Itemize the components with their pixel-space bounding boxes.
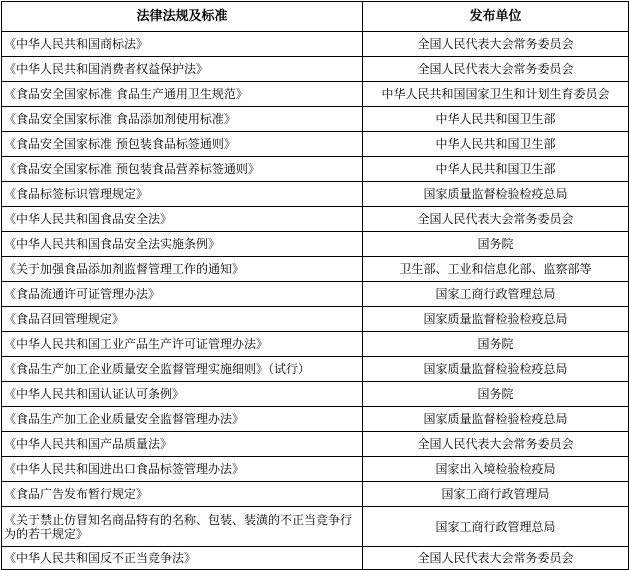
law-cell: 《中华人民共和国食品安全法实施条例》 — [2, 232, 363, 257]
issuer-cell: 全国人民代表大会常务委员会 — [363, 207, 629, 232]
law-cell: 《食品安全国家标准 食品添加剂使用标准》 — [2, 107, 363, 132]
table-row — [2, 57, 629, 82]
table-row — [2, 207, 629, 232]
table-row — [2, 382, 629, 407]
table-row — [2, 432, 629, 457]
table-row — [2, 332, 629, 357]
table-row — [2, 507, 629, 547]
table-row — [2, 482, 629, 507]
table-row — [2, 457, 629, 482]
issuer-cell: 中华人民共和国卫生部 — [363, 132, 629, 157]
issuer-cell: 国家工商行政管理总局 — [363, 507, 629, 547]
table-row — [2, 257, 629, 282]
table-row — [2, 182, 629, 207]
law-cell: 《食品生产加工企业质量安全监督管理办法》 — [2, 407, 363, 432]
issuer-cell: 全国人民代表大会常务委员会 — [363, 432, 629, 457]
issuer-cell: 国家质量监督检验检疫总局 — [363, 307, 629, 332]
table-row — [2, 82, 629, 107]
issuer-cell: 国家质量监督检验检疫总局 — [363, 357, 629, 382]
law-cell: 《中华人民共和国工业产品生产许可证管理办法》 — [2, 332, 363, 357]
issuer-cell: 卫生部、工业和信息化部、监察部等 — [363, 257, 629, 282]
law-cell: 《食品生产加工企业质量安全监督管理实施细则》（试行） — [2, 357, 363, 382]
table-row — [2, 232, 629, 257]
table-row — [2, 547, 629, 570]
law-cell: 《中华人民共和国产品质量法》 — [2, 432, 363, 457]
issuer-cell: 国家工商行政管理局 — [363, 482, 629, 507]
regulations-table — [1, 1, 629, 570]
issuer-cell: 中华人民共和国卫生部 — [363, 107, 629, 132]
issuer-cell: 国家质量监督检验检疫总局 — [363, 407, 629, 432]
issuer-cell: 全国人民代表大会常务委员会 — [363, 32, 629, 57]
issuer-cell: 全国人民代表大会常务委员会 — [363, 57, 629, 82]
table-row — [2, 307, 629, 332]
issuer-cell: 全国人民代表大会常务委员会 — [363, 547, 629, 570]
table-row — [2, 157, 629, 182]
table-row — [2, 407, 629, 432]
law-cell: 《关于禁止仿冒知名商品特有的名称、包装、装潢的不正当竞争行为的若干规定》 — [2, 507, 363, 547]
law-cell: 《中华人民共和国反不正当竞争法》 — [2, 547, 363, 570]
law-cell: 《食品标签标识管理规定》 — [2, 182, 363, 207]
law-cell: 《中华人民共和国进出口食品标签管理办法》 — [2, 457, 363, 482]
law-cell: 《食品安全国家标准 预包装食品标签通则》 — [2, 132, 363, 157]
law-cell: 《食品广告发布暂行规定》 — [2, 482, 363, 507]
law-cell: 《食品流通许可证管理办法》 — [2, 282, 363, 307]
law-cell: 《中华人民共和国食品安全法》 — [2, 207, 363, 232]
table-row — [2, 282, 629, 307]
issuer-cell: 中华人民共和国国家卫生和计划生育委员会 — [363, 82, 629, 107]
issuer-cell: 国家工商行政管理总局 — [363, 282, 629, 307]
issuer-cell: 国家出入境检验检疫局 — [363, 457, 629, 482]
header-issuer: 发布单位 — [363, 2, 629, 32]
issuer-cell: 国务院 — [363, 332, 629, 357]
law-cell: 《食品安全国家标准 食品生产通用卫生规范》 — [2, 82, 363, 107]
law-cell: 《食品安全国家标准 预包装食品营养标签通则》 — [2, 157, 363, 182]
header-law: 法律法规及标准 — [2, 2, 363, 32]
law-cell: 《中华人民共和国商标法》 — [2, 32, 363, 57]
law-cell: 《中华人民共和国认证认可条例》 — [2, 382, 363, 407]
law-cell: 《关于加强食品添加剂监督管理工作的通知》 — [2, 257, 363, 282]
issuer-cell: 中华人民共和国卫生部 — [363, 157, 629, 182]
table-row — [2, 132, 629, 157]
table-row — [2, 357, 629, 382]
issuer-cell: 国家质量监督检验检疫总局 — [363, 182, 629, 207]
law-cell: 《中华人民共和国消费者权益保护法》 — [2, 57, 363, 82]
header-row — [2, 2, 629, 32]
issuer-cell: 国务院 — [363, 232, 629, 257]
table-row — [2, 32, 629, 57]
law-cell: 《食品召回管理规定》 — [2, 307, 363, 332]
table-row — [2, 107, 629, 132]
issuer-cell: 国务院 — [363, 382, 629, 407]
